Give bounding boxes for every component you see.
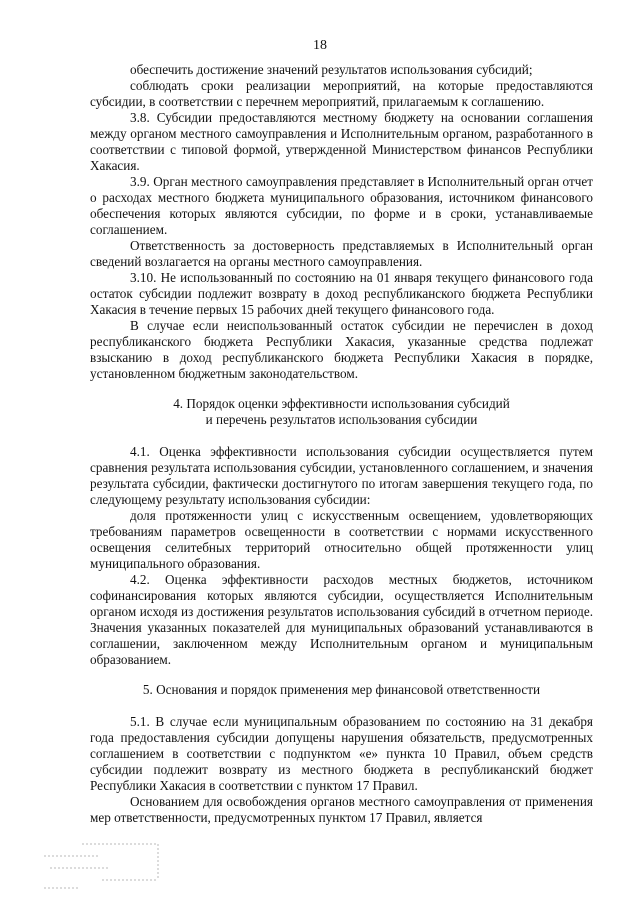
faint-stamp-mark [40, 842, 162, 894]
paragraph: доля протяженности улиц с искусственным освещением, удовлетворяющих требованиям параметров освещенности в соответствии с нормами искусственного освещения селитебных территорий относительно общей протяженности улиц муниципального образования. [90, 508, 593, 571]
section-4-heading-line2: и перечень результатов использования субсидии [205, 412, 478, 427]
paragraph: соблюдать сроки реализации мероприятий, на которые предоставляются субсидии, в соответствии с перечнем мероприятий, прилагаемым к соглашению. [90, 78, 593, 109]
paragraph: 4.1. Оценка эффективности использования субсидии осуществляется путем сравнения результата использования субсидии, установленного соглашением, и значения результата субсидии, фактически достигнутого по итогам завершения текущего года, по следующему результату использования субсидии: [90, 444, 593, 507]
paragraph: Основанием для освобождения органов местного самоуправления от применения мер ответственности, предусмотренных пунктом 17 Правил, является [90, 794, 593, 825]
page-number: 18 [313, 38, 327, 53]
document-body [90, 62, 593, 826]
paragraph: 3.10. Не использованный по состоянию на 01 января текущего финансового года остаток субсидии подлежит возврату в доход республиканского бюджета Республики Хакасия в течение первых 15 рабочих дней текущего финансового года. [90, 270, 593, 317]
paragraph: 3.8. Субсидии предоставляются местному бюджету на основании соглашения между органом местного самоуправления и Исполнительным органом, разработанного в соответствии с типовой формой, утвержденной Министерством финансов Республики Хакасия. [90, 110, 593, 173]
paragraph: В случае если неиспользованный остаток субсидии не перечислен в доход республиканского бюджета Республики Хакасия, указанные средства подлежат взысканию в доход республиканского бюджета Республики Хакасия в порядке, установленном бюджетным законодательством. [90, 318, 593, 381]
paragraph: 4.2. Оценка эффективности расходов местных бюджетов, источником софинансирования которых являются субсидии, осуществляется Исполнительным органом исходя из достижения результатов использования субсидий в отчетном периоде. Значения указанных показателей для муниципальных образований устанавливаются в соглашении, заключенном между Исполнительным органом и муниципальным образованием. [90, 572, 593, 667]
paragraph: Ответственность за достоверность представляемых в Исполнительный орган сведений возлагается на органы местного самоуправления. [90, 238, 593, 269]
section-5-heading: 5. Основания и порядок применения мер финансовой ответственности [142, 682, 541, 697]
paragraph: 3.9. Орган местного самоуправления представляет в Исполнительный орган отчет о расходах местного бюджета муниципального образования, источником финансового обеспечения которых являются субсидии, по форме и в сроки, устанавливаемые соглашением. [90, 174, 593, 237]
paragraph: 5.1. В случае если муниципальным образованием по состоянию на 31 декабря года предоставления субсидии допущены нарушения обязательств, предусмотренных соглашением в соответствии с подпунктом «е» пункта 10 Правил, объем средств субсидии подлежит возврату из местного бюджета в республиканский бюджет Республики Хакасия в соответствии с пунктом 17 Правил. [90, 714, 593, 793]
section-4-heading [90, 396, 593, 428]
section-4-heading-line1: 4. Порядок оценки эффективности использования субсидий [173, 396, 510, 411]
paragraph: обеспечить достижение значений результатов использования субсидий; [130, 62, 533, 77]
